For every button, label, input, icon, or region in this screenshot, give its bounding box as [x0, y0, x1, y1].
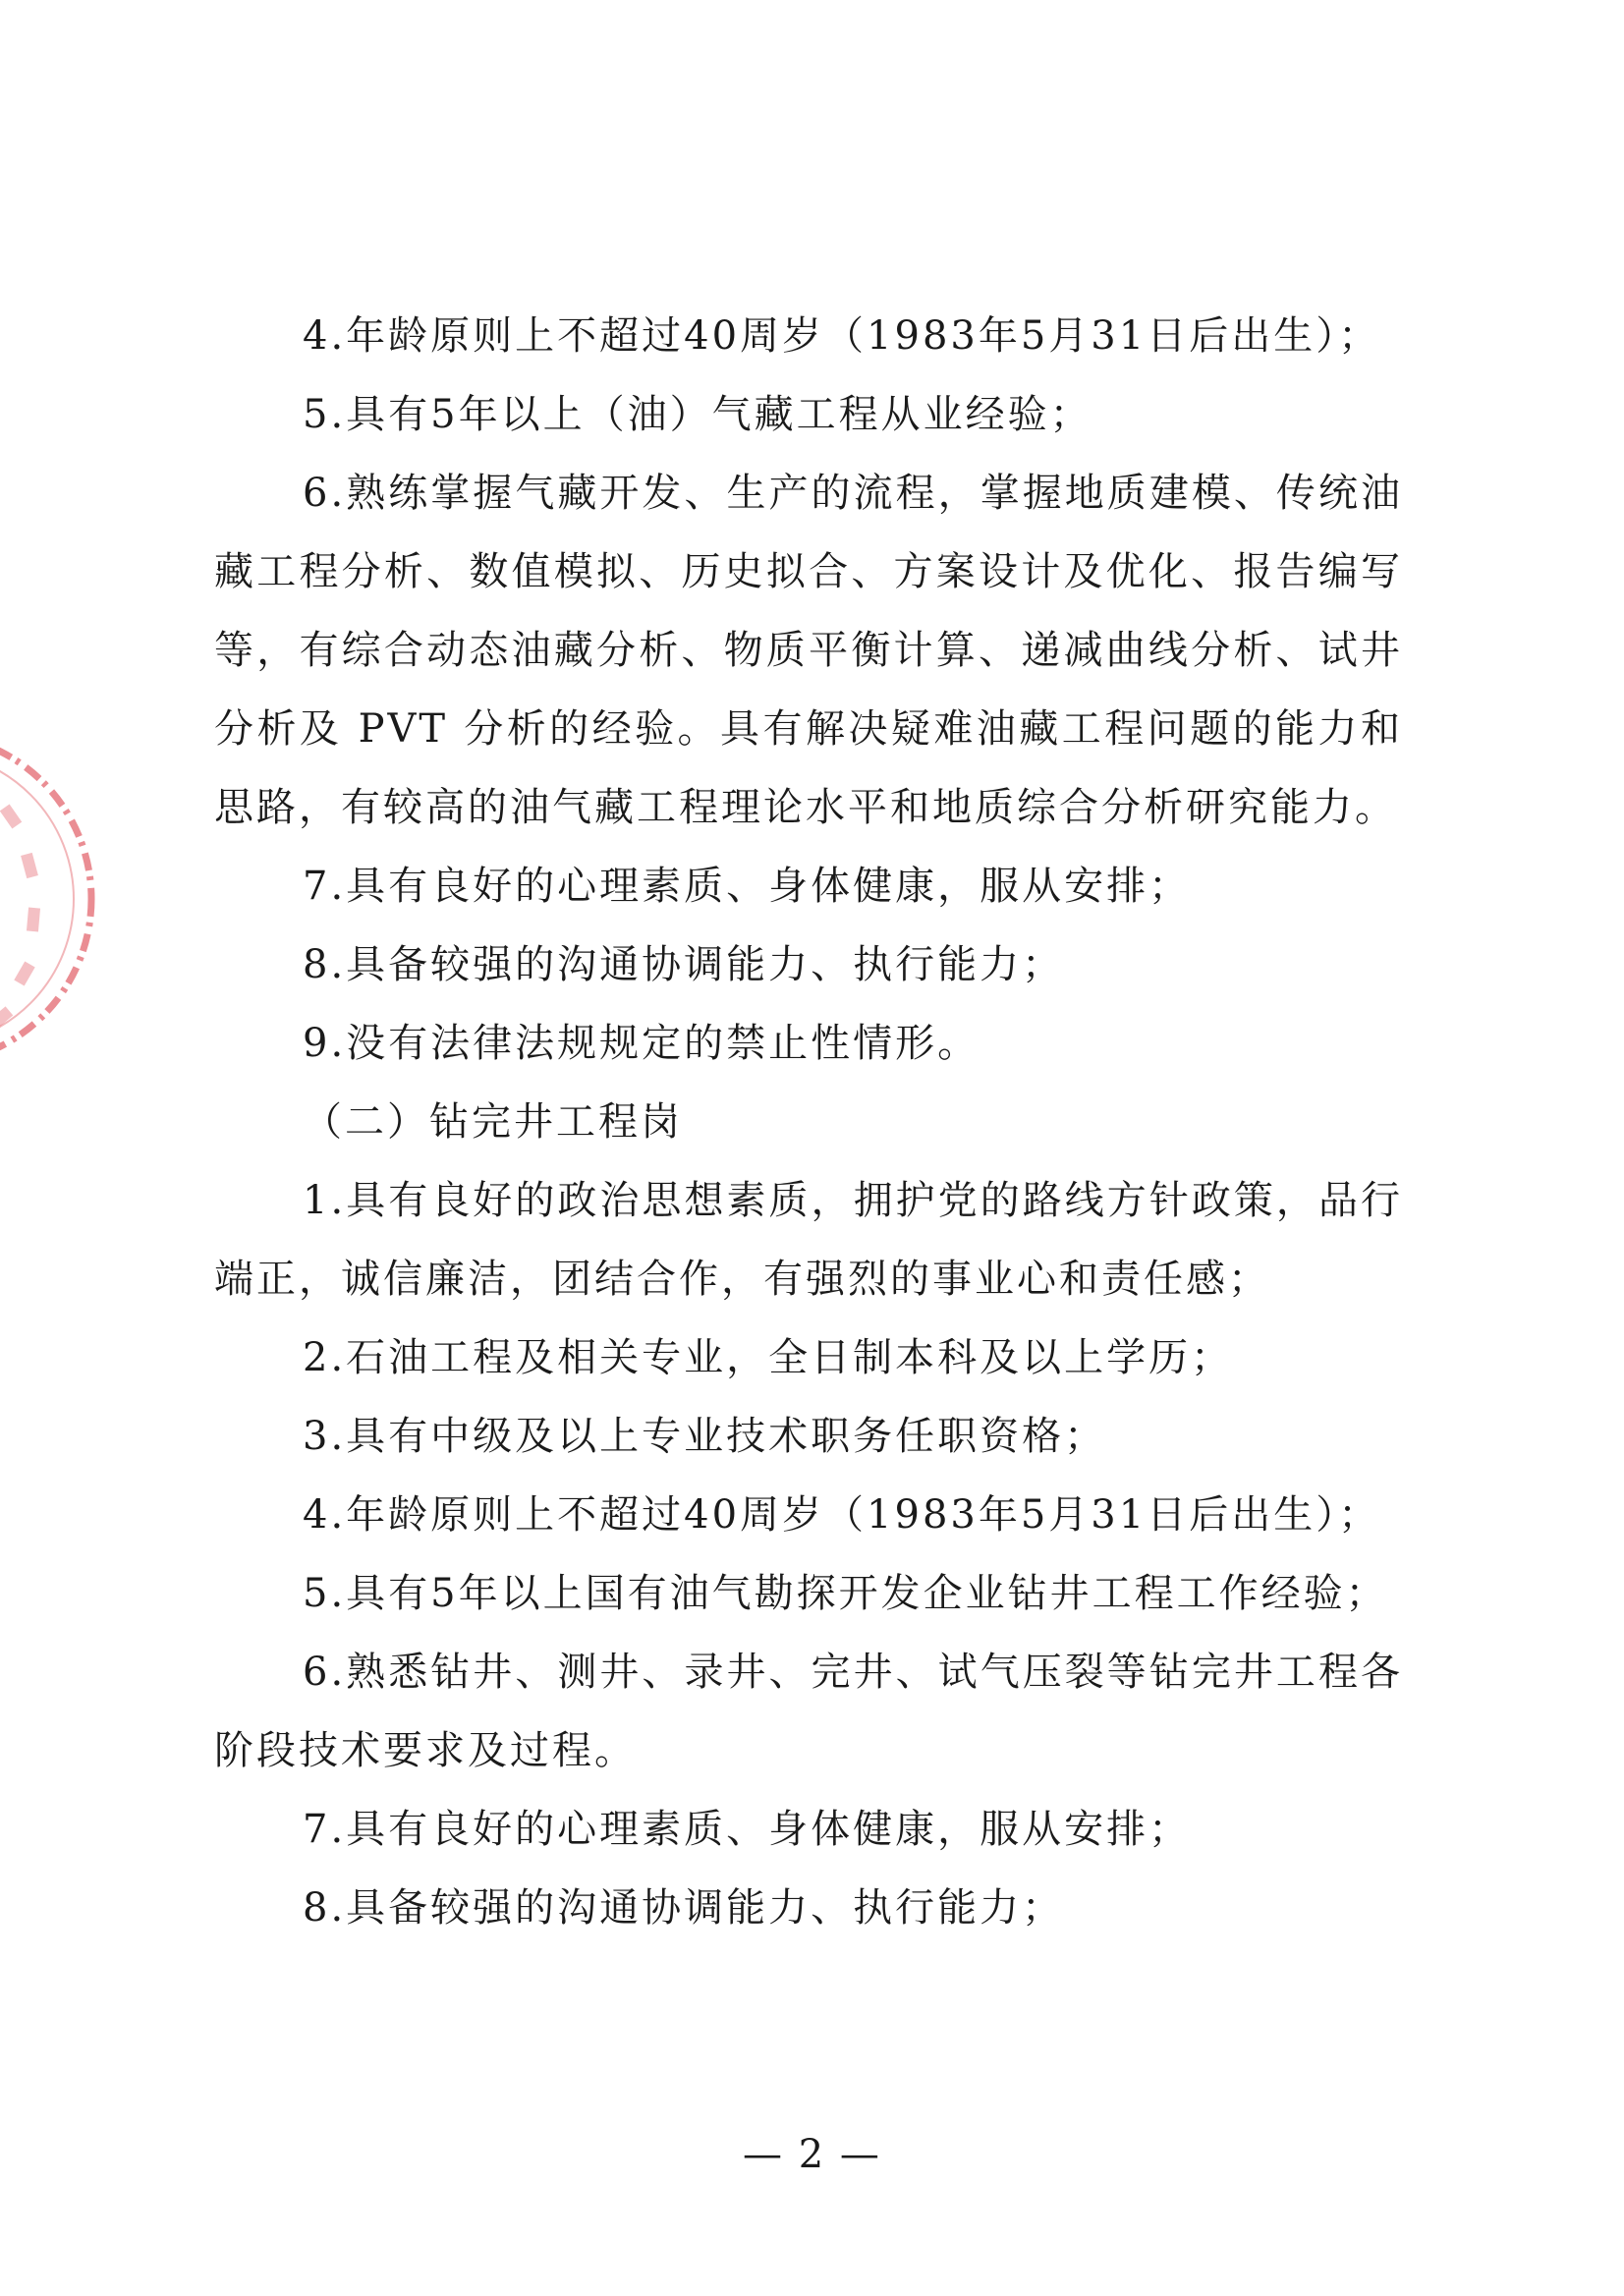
paragraph-communication-requirement-2: 8.具备较强的沟通协调能力、执行能力； — [303, 1885, 1065, 1931]
paragraph-experience-requirement: 5.具有5年以上（油）气藏工程从业经验； — [303, 392, 1092, 437]
paragraph-skills-requirement: 6.熟练掌握气藏开发、生产的流程，掌握地质建模、传统油藏工程分析、数值模拟、历史拟合、方案设计及优化、报告编写等，有综合动态油藏分析、物质平衡计算、递减曲线分析、试井分析及 PVT 分析的经验。具有解决疑难油藏工程问题的能力和思路，有较高的油气藏工程理论水平和地质综合分析研究能力。 — [214, 471, 1403, 830]
red-seal-stamp — [0, 722, 98, 1076]
paragraph-age-requirement: 4.年龄原则上不超过40周岁（1983年5月31日后出生）； — [303, 313, 1381, 359]
paragraph-title-requirement: 3.具有中级及以上专业技术职务任职资格； — [303, 1414, 1107, 1459]
paragraph-political-requirement: 1.具有良好的政治思想素质，拥护党的路线方针政策，品行端正，诚信廉洁，团结合作，有强烈的事业心和责任感； — [214, 1178, 1403, 1302]
paragraph-drilling-experience-requirement: 5.具有5年以上国有油气勘探开发企业钻井工程工作经验； — [303, 1571, 1388, 1616]
paragraph-education-requirement: 2.石油工程及相关专业，全日制本科及以上学历； — [303, 1335, 1234, 1380]
paragraph-health-requirement-2: 7.具有良好的心理素质、身体健康，服从安排； — [303, 1807, 1192, 1852]
paragraph-communication-requirement: 8.具备较强的沟通协调能力、执行能力； — [303, 942, 1065, 987]
paragraph-age-requirement-2: 4.年龄原则上不超过40周岁（1983年5月31日后出生）； — [303, 1492, 1381, 1538]
section-heading-drilling-completion: （二）钻完井工程岗 — [303, 1099, 683, 1145]
page-number: — 2 — — [743, 2132, 881, 2177]
paragraph-technical-knowledge-requirement: 6.熟悉钻井、测井、录井、完井、试气压裂等钻完井工程各阶段技术要求及过程。 — [214, 1650, 1403, 1773]
document-body — [214, 297, 1403, 1947]
paragraph-legal-requirement: 9.没有法律法规规定的禁止性情形。 — [303, 1021, 980, 1066]
paragraph-health-requirement: 7.具有良好的心理素质、身体健康，服从安排； — [303, 864, 1192, 909]
